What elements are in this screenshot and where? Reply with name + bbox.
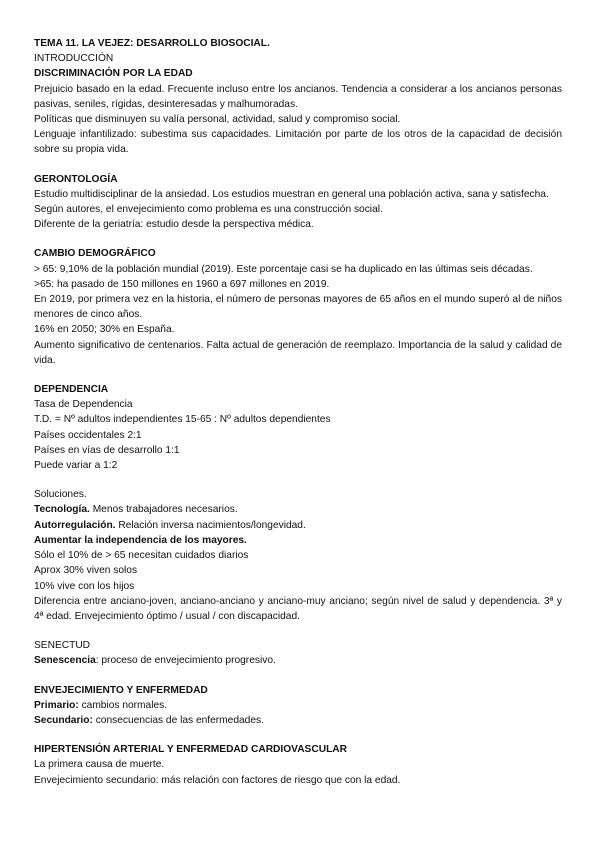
section-label-introduccion: INTRODUCCIÓN: [34, 53, 114, 65]
text-line: Envejecimiento secundario: más relación con factores de riesgo que con la edad.: [34, 774, 401, 786]
heading-cambio-demografico: CAMBIO DEMOGRÁFICO: [34, 248, 156, 260]
text-line: [34, 653, 562, 668]
paragraph: > 65: 9,10% de la población mundial (2019). Este porcentaje casi se ha duplicado en las últimas seis décadas.: [34, 263, 533, 275]
text-line: Aprox 30% viven solos: [34, 565, 138, 577]
term-text: Menos trabajadores necesarios.: [89, 504, 238, 516]
text-line: Soluciones.: [34, 489, 87, 501]
paragraph: Diferencia entre anciano-joven, anciano-anciano y anciano-muy anciano; según nivel de salud y dependencia. 3ª y 4ª edad. Envejecimiento óptimo / usual / con discapacidad.: [34, 595, 562, 622]
paragraph: Lenguaje infantilizado: subestima sus capacidades. Limitación por parte de los otros de la capacidad de decisión sobre su propia vida.: [34, 129, 562, 156]
document-title: TEMA 11. LA VEJEZ: DESARROLLO BIOSOCIAL.: [34, 38, 270, 49]
heading-dependencia: DEPENDENCIA: [34, 384, 109, 396]
paragraph: Políticas que disminuyen su valía personal, actividad, salud y compromiso social.: [34, 114, 401, 126]
bold-term: Senescencia: [34, 655, 96, 667]
paragraph: Diferente de la geriatría: estudio desde la perspectiva médica.: [34, 219, 314, 231]
paragraph: >65: ha pasado de 150 millones en 1960 a 697 millones en 2019.: [34, 278, 330, 290]
text-line: T.D. = Nº adultos independientes 15-65 : Nº adultos dependientes: [34, 414, 331, 426]
heading-hipertension: HIPERTENSIÓN ARTERIAL Y ENFERMEDAD CARDIOVASCULAR: [34, 744, 348, 756]
term-text: Relación inversa nacimientos/longevidad.: [115, 519, 306, 531]
paragraph: En 2019, por primera vez en la historia, el número de personas mayores de 65 años en el mundo superó al de niños menores de cinco años.: [34, 294, 562, 321]
text-line: 10% vive con los hijos: [34, 580, 135, 592]
text-line: Sólo el 10% de > 65 necesitan cuidados diarios: [34, 550, 249, 562]
paragraph: Prejuicio basado en la edad. Frecuente incluso entre los ancianos. Tendencia a considerar a los ancianos personas pasivas, seniles, rígidas, desinteresadas y malhumoradas.: [34, 83, 562, 110]
bold-term: Autorregulación.: [34, 519, 116, 531]
term-text: : proceso de envejecimiento progresivo.: [95, 655, 276, 667]
heading-discriminacion: DISCRIMINACIÓN POR LA EDAD: [34, 68, 193, 80]
heading-gerontologia: GERONTOLOGÍA: [34, 173, 118, 185]
text-line: Países occidentales 2:1: [34, 429, 142, 441]
text-line: Puede variar a 1:2: [34, 460, 118, 472]
text-line: Países en vías de desarrollo 1:1: [34, 444, 180, 456]
bold-term: Primario:: [34, 699, 79, 711]
text-line: [34, 502, 562, 517]
term-text: cambios normales.: [78, 699, 168, 711]
paragraph: Estudio multidisciplinar de la ansiedad. Los estudios muestran en general una población activa, sana y satisfecha.: [34, 188, 549, 200]
paragraph: 16% en 2050; 30% en España.: [34, 324, 175, 336]
heading-envejecimiento: ENVEJECIMIENTO Y ENFERMEDAD: [34, 684, 208, 696]
term-text: consecuencias de las enfermedades.: [92, 714, 264, 726]
paragraph: Según autores, el envejecimiento como problema es una construcción social.: [34, 204, 383, 216]
text-line: Tasa de Dependencia: [34, 399, 133, 411]
paragraph: Aumento significativo de centenarios. Falta actual de generación de reemplazo. Importancia de la salud y calidad de vida.: [34, 339, 562, 366]
bold-term: Secundario:: [34, 714, 93, 726]
document-page: [34, 36, 562, 788]
text-line: [34, 713, 562, 728]
text-line: La primera causa de muerte.: [34, 759, 165, 771]
bold-term: Tecnología.: [34, 504, 90, 516]
text-line: [34, 698, 562, 713]
heading-senectud: SENECTUD: [34, 640, 91, 652]
text-line: Aumentar la independencia de los mayores.: [34, 534, 247, 546]
text-line: [34, 518, 562, 533]
